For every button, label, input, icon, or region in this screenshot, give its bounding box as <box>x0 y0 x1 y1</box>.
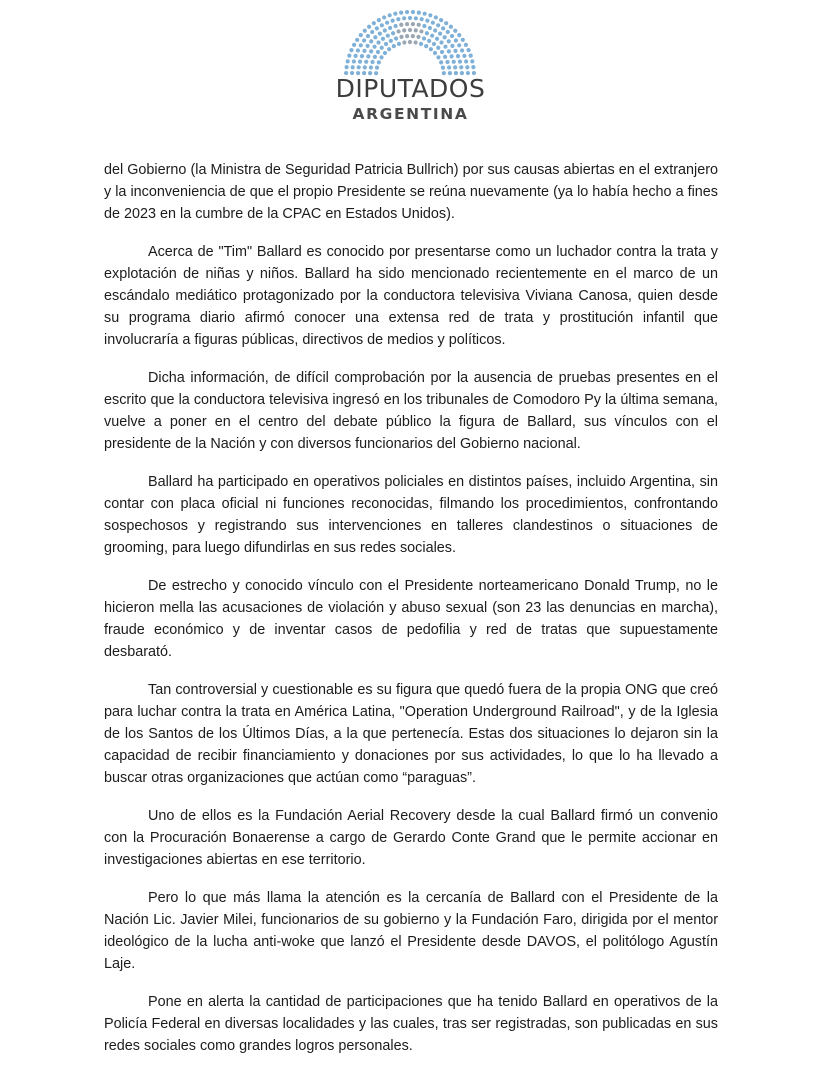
logo-seat-dot <box>365 44 369 48</box>
logo-seat-dot <box>428 13 432 17</box>
logo-seat-dot <box>411 22 415 26</box>
paragraph-tim-ballard: Acerca de "Tim" Ballard es conocido por presentarse como un luchador contra la trata y explotación de niñas y niños. Ballard ha sido mencionado recientemente en el marco de un escándalo mediático protagonizado por la conductora televisiva Viviana Canosa, quien desde su programa diario afirmó conocer una extensa red de trata y prostitución infantil que involucraría a figuras públicas, directivos de medios y políticos. <box>104 244 718 348</box>
logo-seat-dot <box>377 18 381 22</box>
logo-seat-dot <box>372 45 376 49</box>
logo-seat-dot <box>382 15 386 19</box>
logo-seat-dot <box>425 31 429 35</box>
logo-seat-dot <box>402 16 406 20</box>
logo-seat-dot <box>366 34 370 38</box>
logo-seat-dot <box>471 65 475 69</box>
logo-seat-dot <box>465 65 469 69</box>
logo-seat-dot <box>419 29 423 33</box>
logo-seat-dot <box>436 23 440 27</box>
logo-seat-dot <box>389 39 393 43</box>
logo-seat-dot <box>427 39 431 43</box>
logo-seat-dot <box>363 29 367 33</box>
logo-seat-dot <box>356 48 360 52</box>
logo-seat-dot <box>367 25 371 29</box>
logo-seat-dot <box>439 18 443 22</box>
logo-seat-dot <box>414 40 418 44</box>
logo-seat-dot <box>457 43 461 47</box>
logo-seat-dot <box>375 26 379 30</box>
logo-seat-dot <box>436 55 440 59</box>
logo-seat-dot <box>470 59 474 63</box>
logo-subtitle: ARGENTINA <box>352 105 469 123</box>
logo-seat-dot <box>392 44 396 48</box>
paragraph-policia-federal: Pone en alerta la cantidad de participaciones que ha tenido Ballard en operativos de la Policía Federal en diversas localidades y las cuales, tras ser registradas, son publicadas en sus redes sociales como grandes logros personales. <box>104 994 718 1054</box>
logo-seat-dot <box>349 48 353 52</box>
logo-seat-dot <box>436 46 440 50</box>
logo-seat-dot <box>428 26 432 30</box>
logo-seat-dot <box>381 37 385 41</box>
logo-seat-dot <box>423 12 427 16</box>
logo-seat-dot <box>393 12 397 16</box>
logo-seat-dot <box>439 40 443 44</box>
logo-seat-dot <box>434 15 438 19</box>
logo-seat-dot <box>402 40 406 44</box>
logo-seat-dot <box>383 51 387 55</box>
logo-seat-dot <box>386 34 390 38</box>
paragraph-controversial: Tan controversial y cuestionable es su figura que quedó fuera de la propia ONG que creó para luchar contra la trata en América Latina, "Operation Underground Railroad", y de la Iglesia de los Santos de los Últimos Días, a la que pertenecía. Estas dos situaciones lo dejaron sin la capacidad de recibir financiamiento y donaciones por sus actividades, lo que lo ha llevado a buscar otras organizaciones que actúan como “paraguas”. <box>104 682 718 786</box>
document-header <box>0 0 821 140</box>
logo-seat-dot <box>345 65 349 69</box>
logo-seat-dot <box>366 54 370 58</box>
logo-seat-dot <box>459 65 463 69</box>
logo-seat-dot <box>432 42 436 46</box>
logo-seat-dot <box>450 44 454 48</box>
logo-seat-dot <box>450 54 454 58</box>
logo-seat-dot <box>460 48 464 52</box>
logo-seat-dot <box>380 46 384 50</box>
paragraph-continuation: del Gobierno (la Ministra de Seguridad Patricia Bullrich) por sus causas abiertas en el extranjero y la inconveniencia de que el propio Presidente se reúna nuevamente (ya lo había hecho a fines de 2023 en la cumbre de la CPAC en Estados Unidos). <box>104 162 718 222</box>
logo-seat-dot <box>466 48 470 52</box>
logo-seat-dot <box>458 60 462 64</box>
logo-seat-dot <box>370 30 374 34</box>
logo-seat-dot <box>431 21 435 25</box>
logo-seat-dot <box>387 47 391 51</box>
logo-seat-dot <box>370 60 374 64</box>
paragraph-trump: De estrecho y conocido vínculo con el Presidente norteamericano Donald Trump, no le hicieron mella las acusaciones de violación y abuso sexual (son 23 las denuncias en marcha), fraude económico y de inventar casos de pedofilia y red de tratas que supuestamente desbarató. <box>104 578 718 660</box>
logo-seat-dot <box>449 25 453 29</box>
logo-seat-dot <box>440 50 444 54</box>
paragraph-operativos: Ballard ha participado en operativos policiales en distintos países, incluido Argentina, sin contar con placa oficial ni funciones reconocidas, filmando los procedimientos, confrontando sospechosos y registrando sus intervenciones en talleres clandestinos o situaciones de grooming, para luego difundirlas en sus redes sociales. <box>104 474 718 556</box>
logo-seat-dot <box>408 40 412 44</box>
logo-seat-dot <box>396 17 400 21</box>
logo-title: DIPUTADOS <box>335 74 486 103</box>
logo-seat-dot <box>402 28 406 32</box>
logo-seat-dot <box>453 29 457 33</box>
logo-seat-dot <box>414 28 418 32</box>
logo-seat-dot <box>372 21 376 25</box>
logo-seat-dot <box>383 28 387 32</box>
logo-seat-dot <box>422 36 426 40</box>
logo-seat-dot <box>408 28 412 32</box>
logo-seat-dot <box>441 26 445 30</box>
logo-seat-dot <box>347 54 351 58</box>
logo-seat-dot <box>405 34 409 38</box>
paragraph-aerial-recovery: Uno de ellos es la Fundación Aerial Recovery desde la cual Ballard firmó un convenio con la Procuración Bonaerense a cargo de Gerardo Conte Grand que le permite accionar en investigaciones abiertas en ese territorio. <box>104 808 718 868</box>
congress-hemicycle-logo-icon <box>340 6 480 78</box>
logo-seat-dot <box>462 54 466 58</box>
logo-seat-dot <box>447 65 451 69</box>
logo-seat-dot <box>359 33 363 37</box>
logo-seat-dot <box>378 31 382 35</box>
logo-seat-dot <box>439 60 443 64</box>
paragraph-dicha-informacion: Dicha información, de difícil comprobación por la ausencia de pruebas presentes en el escrito que la conductora televisiva ingresó en los tribunales de Comodoro Py la última semana, vuelve a poner en el centro del debate público la figura de Ballard, sus vínculos con el presidente de la Nación y con diversos funcionarios del Gobierno nacional. <box>104 370 718 452</box>
logo-seat-dot <box>388 13 392 17</box>
logo-seat-dot <box>443 55 447 59</box>
logo-seat-dot <box>359 43 363 47</box>
logo-seat-dot <box>362 49 366 53</box>
logo-seat-dot <box>464 43 468 47</box>
logo-seat-dot <box>447 39 451 43</box>
logo-seat-dot <box>394 36 398 40</box>
logo-seat-dot <box>354 54 358 58</box>
logo-seat-dot <box>394 24 398 28</box>
logo-seat-dot <box>469 54 473 58</box>
logo-seat-dot <box>435 37 439 41</box>
logo-seat-dot <box>355 38 359 42</box>
logo-seat-dot <box>385 21 389 25</box>
logo-seat-dot <box>417 23 421 27</box>
logo-seat-dot <box>438 31 442 35</box>
logo-seat-dot <box>411 10 415 14</box>
logo-seat-dot <box>414 16 418 20</box>
logo-seat-dot <box>363 65 367 69</box>
logo-seat-dot <box>397 42 401 46</box>
logo-seat-dot <box>379 55 383 59</box>
logo-seat-dot <box>419 42 423 46</box>
logo-seat-dot <box>446 30 450 34</box>
logo-seat-dot <box>456 54 460 58</box>
logo-seat-dot <box>351 65 355 69</box>
logo-seat-dot <box>376 50 380 54</box>
logo-seat-dot <box>369 39 373 43</box>
logo-seat-dot <box>430 34 434 38</box>
logo-seat-dot <box>364 60 368 64</box>
logo-seat-dot <box>433 28 437 32</box>
document-body <box>104 159 718 1073</box>
logo-seat-dot <box>396 29 400 33</box>
logo-seat-dot <box>443 45 447 49</box>
logo-seat-dot <box>461 38 465 42</box>
logo-seat-dot <box>425 19 429 23</box>
logo-seat-dot <box>457 33 461 37</box>
logo-seat-dot <box>445 60 449 64</box>
logo-seat-dot <box>450 34 454 38</box>
logo-seat-dot <box>408 16 412 20</box>
logo-seat-dot <box>373 35 377 39</box>
logo-seat-dot <box>464 59 468 63</box>
logo-seat-dot <box>391 31 395 35</box>
logo-seat-dot <box>441 66 445 70</box>
logo-seat-dot <box>405 10 409 14</box>
logo-seat-dot <box>357 65 361 69</box>
logo-seat-dot <box>376 40 380 44</box>
logo-seat-dot <box>433 51 437 55</box>
logo-seat-dot <box>373 55 377 59</box>
logo-seat-dot <box>447 49 451 53</box>
logo-seat-dot <box>443 35 447 39</box>
logo-seat-dot <box>444 21 448 25</box>
logo-seat-dot <box>416 35 420 39</box>
logo-seat-dot <box>352 59 356 63</box>
logo-seat-dot <box>454 38 458 42</box>
logo-seat-dot <box>369 49 373 53</box>
logo-seat-dot <box>391 19 395 23</box>
logo-seat-dot <box>399 35 403 39</box>
logo-seat-dot <box>429 47 433 51</box>
logo-seat-dot <box>362 38 366 42</box>
logo-seat-dot <box>375 66 379 70</box>
logo-seat-dot <box>384 42 388 46</box>
logo-seat-dot <box>420 17 424 21</box>
logo-seat-dot <box>388 26 392 30</box>
logo-seat-dot <box>424 44 428 48</box>
logo-seat-dot <box>399 23 403 27</box>
logo-seat-dot <box>360 54 364 58</box>
logo-seat-dot <box>380 23 384 27</box>
logo-seat-dot <box>453 65 457 69</box>
logo-seat-dot <box>452 60 456 64</box>
logo-seat-dot <box>352 43 356 47</box>
logo-seat-dot <box>453 49 457 53</box>
logo-seat-dot <box>422 24 426 28</box>
logo-seat-dot <box>358 60 362 64</box>
logo-seat-dot <box>377 60 381 64</box>
logo-seat-dot <box>369 65 373 69</box>
logo-seat-dot <box>411 34 415 38</box>
logo-seat-dot <box>346 59 350 63</box>
paragraph-milei: Pero lo que más llama la atención es la cercanía de Ballard con el Presidente de la Nación Lic. Javier Milei, funcionarios de su gobierno y la Fundación Faro, dirigida por el mentor ideológico de la lucha anti-woke que lanzó el Presidente desde DAVOS, el politólogo Agustín Laje. <box>104 890 718 972</box>
logo-seat-dot <box>399 11 403 15</box>
logo-seat-dot <box>405 22 409 26</box>
logo-seat-dot <box>417 11 421 15</box>
